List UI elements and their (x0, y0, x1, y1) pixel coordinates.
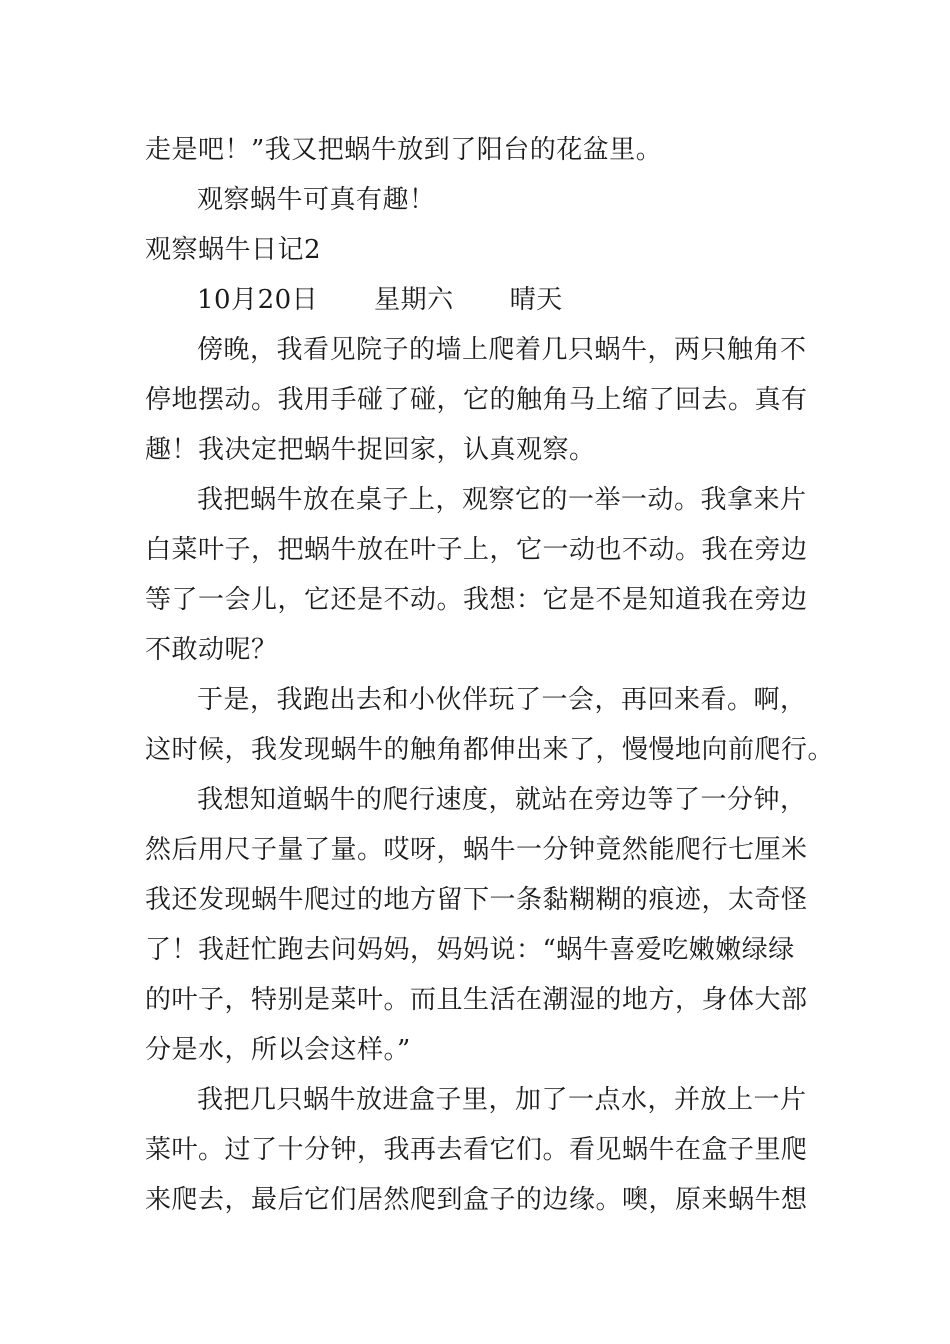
paragraph-line: 这时候，我发现蜗牛的触角都伸出来了，慢慢地向前爬行。 (145, 735, 835, 765)
paragraph-line: 我把几只蜗牛放进盒子里，加了一点水，并放上一片 (197, 1085, 807, 1115)
diary-weather: 晴天 (509, 285, 563, 315)
paragraph-line: 停地摆动。我用手碰了碰，它的触角马上缩了回去。真有 (145, 385, 808, 415)
paragraph-line: 的叶子，特别是菜叶。而且生活在潮湿的地方，身体大部 (145, 985, 808, 1015)
paragraph-line: 我把蜗牛放在桌子上，观察它的一举一动。我拿来片 (197, 485, 807, 515)
paragraph-line: 于是，我跑出去和小伙伴玩了一会，再回来看。啊， (197, 685, 807, 715)
paragraph-line: 我还发现蜗牛爬过的地方留下一条黏糊糊的痕迹，太奇怪 (145, 885, 808, 915)
diary-weekday: 星期六 (374, 285, 454, 315)
paragraph-line: 傍晚，我看见院子的墙上爬着几只蜗牛，两只触角不 (197, 335, 807, 365)
paragraph-line: 然后用尺子量了量。哎呀，蜗牛一分钟竟然能爬行七厘米 (145, 835, 808, 865)
date-line (197, 283, 563, 317)
paragraph-line: 菜叶。过了十分钟，我再去看它们。看见蜗牛在盒子里爬 (145, 1135, 808, 1165)
paragraph-line: 分是水，所以会这样。” (145, 1035, 411, 1065)
paragraph-line: 我想知道蜗牛的爬行速度，就站在旁边等了一分钟， (197, 785, 807, 815)
paragraph-line: 观察蜗牛可真有趣！ (197, 185, 436, 215)
paragraph-line: 来爬去，最后它们居然爬到盒子的边缘。噢，原来蜗牛想 (145, 1185, 808, 1215)
paragraph-line: 等了一会儿，它还是不动。我想：它是不是知道我在旁边 (145, 585, 808, 615)
diary-date: 10月20日 (197, 285, 319, 315)
paragraph-line: 走是吧！”我又把蜗牛放到了阳台的花盆里。 (145, 135, 663, 165)
paragraph-line: 趣！我决定把蜗牛捉回家，认真观察。 (145, 435, 596, 465)
paragraph-line: 了！我赶忙跑去问妈妈，妈妈说：“蜗牛喜爱吃嫩嫩绿绿 (145, 935, 795, 965)
paragraph-line: 不敢动呢？ (145, 635, 278, 665)
paragraph-line: 白菜叶子，把蜗牛放在叶子上，它一动也不动。我在旁边 (145, 535, 808, 565)
section-heading: 观察蜗牛日记2 (145, 235, 322, 265)
